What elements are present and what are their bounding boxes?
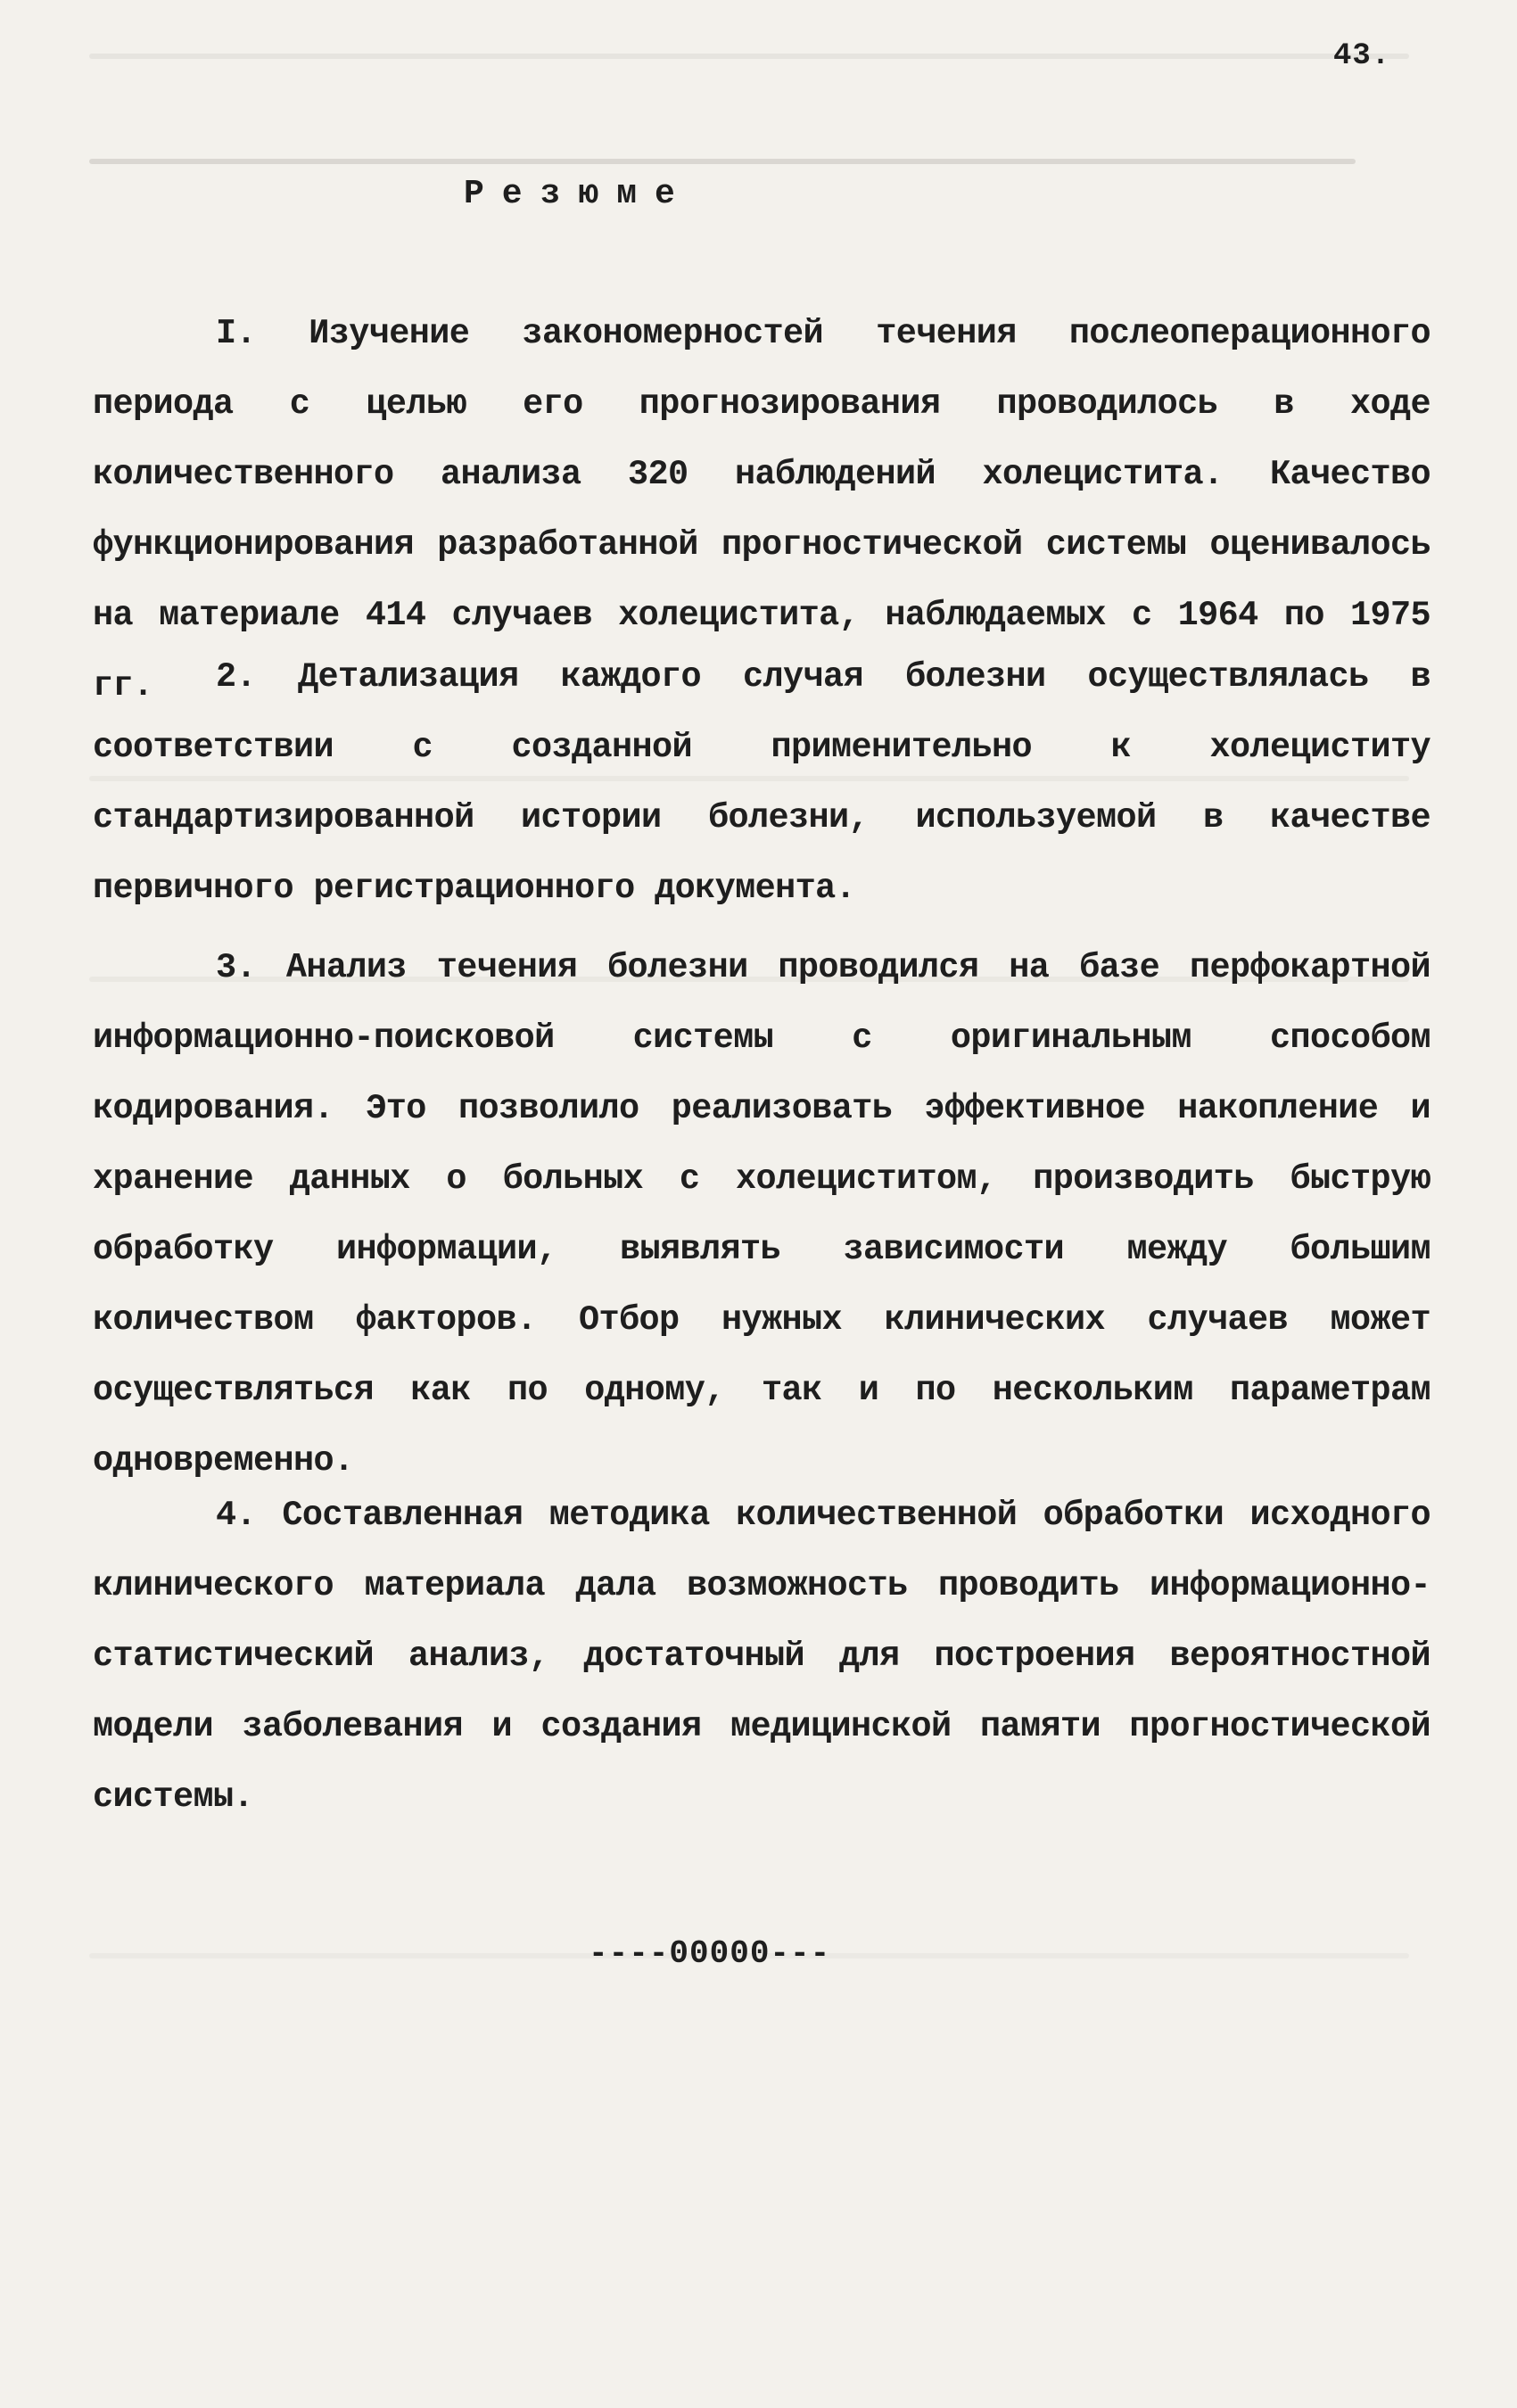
paragraph-2: 2. Детализация каждого случая болезни осуществлялась в соответствии с созданной применительно к холециститу стандартизированной истории болезни, используемой в качестве первичного регистрационного документа. xyxy=(93,657,1430,908)
paragraph-1: I. Изучение закономерностей течения послеоперационного периода с целью его прогнозирования проводилось в ходе количественного анализа 320 наблюдений холецистита. Качество функционирования разработанной прогностической системы оценивалось на материале 414 случаев холецистита, наблюдаемых с 1964 по 1975 гг. xyxy=(93,314,1430,705)
paragraph-4: 4. Составленная методика количественной обработки исходного клинического материала дала возможность проводить информационно-статистический анализ, достаточный для построения вероятностной модели заболевания и создания медицинской памяти прогностической системы. xyxy=(93,1496,1430,1817)
page-title: Резюме xyxy=(464,175,693,213)
paragraph-3: 3. Анализ течения болезни проводился на базе перфокартной информационно-поисковой системы с оригинальным способом кодирования. Это позволило реализовать эффективное накопление и хранение данных о больных с холециститом, производить быструю обработку информации, выявлять зависимости между большим количеством факторов. Отбор нужных клинических случаев может осуществляться как по одному, так и по нескольким параметрам одновременно. xyxy=(93,948,1430,1480)
page-number: 43. xyxy=(1333,39,1391,73)
bleed-through-line xyxy=(89,159,1356,164)
bleed-through-line xyxy=(89,54,1409,59)
closing-separator: ----00000--- xyxy=(589,1935,831,1972)
